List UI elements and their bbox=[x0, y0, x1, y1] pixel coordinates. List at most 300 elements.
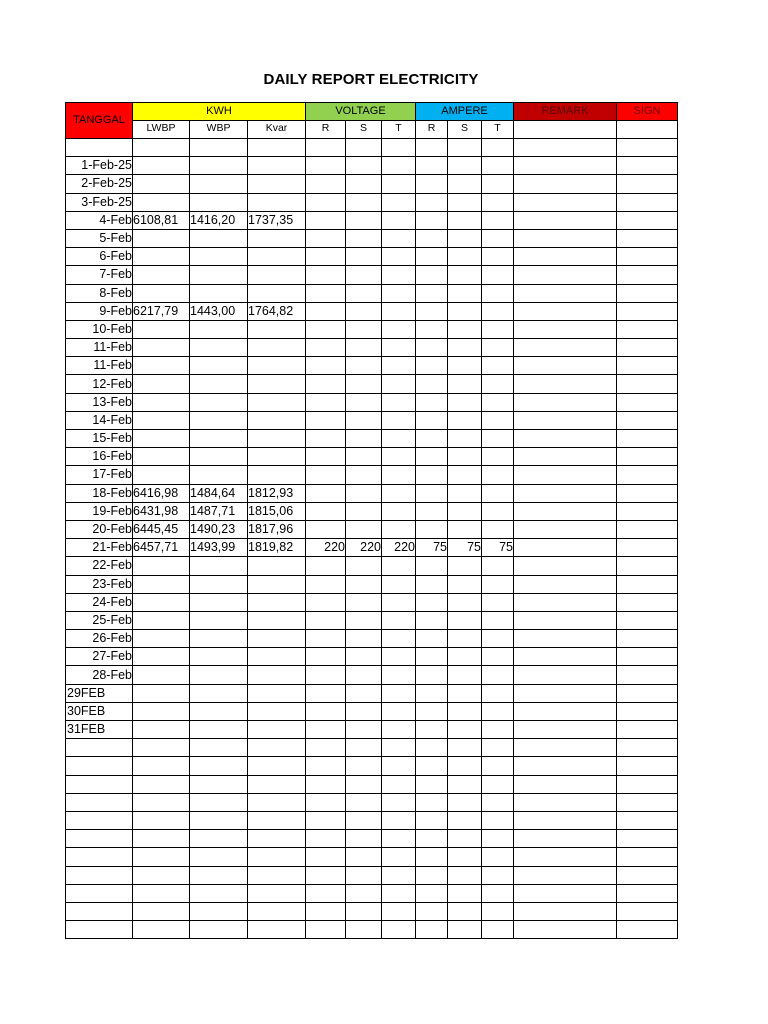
cell-lwbp[interactable] bbox=[133, 902, 190, 920]
cell-voltage-s[interactable] bbox=[346, 211, 382, 229]
cell-kvar[interactable] bbox=[248, 921, 306, 939]
cell-wbp[interactable] bbox=[190, 229, 248, 247]
cell-lwbp[interactable] bbox=[133, 611, 190, 629]
cell-ampere-r[interactable] bbox=[416, 921, 448, 939]
cell-voltage-r[interactable] bbox=[306, 502, 346, 520]
cell-voltage-s[interactable] bbox=[346, 648, 382, 666]
cell-ampere-s[interactable] bbox=[448, 648, 482, 666]
cell-ampere-s[interactable] bbox=[448, 557, 482, 575]
cell-kvar[interactable] bbox=[248, 157, 306, 175]
cell-ampere-r[interactable] bbox=[416, 902, 448, 920]
cell-wbp[interactable] bbox=[190, 666, 248, 684]
cell-voltage-t[interactable]: 220 bbox=[382, 539, 416, 557]
cell-lwbp[interactable] bbox=[133, 775, 190, 793]
cell-voltage-s[interactable] bbox=[346, 793, 382, 811]
cell-date[interactable]: 12-Feb bbox=[66, 375, 133, 393]
cell-voltage-s[interactable] bbox=[346, 357, 382, 375]
cell-voltage-s[interactable] bbox=[346, 248, 382, 266]
cell-voltage-t[interactable] bbox=[382, 139, 416, 157]
cell-lwbp[interactable] bbox=[133, 466, 190, 484]
cell-lwbp[interactable] bbox=[133, 193, 190, 211]
cell-voltage-r[interactable] bbox=[306, 411, 346, 429]
cell-ampere-s[interactable] bbox=[448, 702, 482, 720]
cell-lwbp[interactable] bbox=[133, 593, 190, 611]
cell-kvar[interactable] bbox=[248, 320, 306, 338]
cell-ampere-t[interactable] bbox=[482, 520, 514, 538]
cell-voltage-r[interactable] bbox=[306, 193, 346, 211]
cell-ampere-r[interactable] bbox=[416, 557, 448, 575]
cell-voltage-r[interactable] bbox=[306, 357, 346, 375]
cell-voltage-t[interactable] bbox=[382, 884, 416, 902]
cell-ampere-t[interactable] bbox=[482, 229, 514, 247]
cell-sign[interactable] bbox=[617, 539, 678, 557]
cell-wbp[interactable] bbox=[190, 866, 248, 884]
cell-sign[interactable] bbox=[617, 448, 678, 466]
cell-date[interactable] bbox=[66, 830, 133, 848]
cell-voltage-s[interactable] bbox=[346, 684, 382, 702]
cell-ampere-t[interactable] bbox=[482, 375, 514, 393]
cell-wbp[interactable]: 1416,20 bbox=[190, 211, 248, 229]
cell-remark[interactable] bbox=[514, 266, 617, 284]
cell-remark[interactable] bbox=[514, 430, 617, 448]
cell-ampere-t[interactable] bbox=[482, 393, 514, 411]
cell-voltage-r[interactable] bbox=[306, 866, 346, 884]
cell-ampere-t[interactable] bbox=[482, 721, 514, 739]
cell-lwbp[interactable]: 6108,81 bbox=[133, 211, 190, 229]
cell-ampere-s[interactable] bbox=[448, 393, 482, 411]
cell-sign[interactable] bbox=[617, 593, 678, 611]
cell-date[interactable]: 11-Feb bbox=[66, 339, 133, 357]
cell-ampere-r[interactable] bbox=[416, 884, 448, 902]
cell-ampere-t[interactable] bbox=[482, 211, 514, 229]
cell-kvar[interactable] bbox=[248, 830, 306, 848]
cell-voltage-r[interactable] bbox=[306, 557, 346, 575]
cell-ampere-r[interactable] bbox=[416, 520, 448, 538]
cell-remark[interactable] bbox=[514, 702, 617, 720]
cell-lwbp[interactable]: 6457,71 bbox=[133, 539, 190, 557]
cell-voltage-r[interactable] bbox=[306, 520, 346, 538]
cell-remark[interactable] bbox=[514, 284, 617, 302]
cell-ampere-t[interactable] bbox=[482, 921, 514, 939]
cell-ampere-t[interactable] bbox=[482, 502, 514, 520]
cell-voltage-s[interactable] bbox=[346, 430, 382, 448]
cell-lwbp[interactable] bbox=[133, 739, 190, 757]
cell-ampere-t[interactable] bbox=[482, 248, 514, 266]
cell-wbp[interactable]: 1443,00 bbox=[190, 302, 248, 320]
cell-lwbp[interactable] bbox=[133, 557, 190, 575]
cell-voltage-s[interactable] bbox=[346, 721, 382, 739]
cell-voltage-s[interactable] bbox=[346, 411, 382, 429]
cell-kvar[interactable]: 1819,82 bbox=[248, 539, 306, 557]
cell-voltage-s[interactable] bbox=[346, 502, 382, 520]
cell-voltage-r[interactable] bbox=[306, 884, 346, 902]
cell-sign[interactable] bbox=[617, 921, 678, 939]
cell-ampere-s[interactable] bbox=[448, 375, 482, 393]
cell-ampere-r[interactable] bbox=[416, 175, 448, 193]
cell-voltage-r[interactable] bbox=[306, 739, 346, 757]
cell-voltage-s[interactable] bbox=[346, 666, 382, 684]
cell-remark[interactable] bbox=[514, 757, 617, 775]
cell-ampere-t[interactable] bbox=[482, 793, 514, 811]
cell-voltage-t[interactable] bbox=[382, 375, 416, 393]
cell-sign[interactable] bbox=[617, 757, 678, 775]
cell-kvar[interactable] bbox=[248, 648, 306, 666]
cell-lwbp[interactable]: 6217,79 bbox=[133, 302, 190, 320]
cell-voltage-s[interactable] bbox=[346, 302, 382, 320]
cell-sign[interactable] bbox=[617, 393, 678, 411]
cell-date[interactable]: 26-Feb bbox=[66, 630, 133, 648]
cell-ampere-r[interactable] bbox=[416, 229, 448, 247]
cell-kvar[interactable] bbox=[248, 721, 306, 739]
cell-date[interactable] bbox=[66, 811, 133, 829]
cell-kvar[interactable]: 1817,96 bbox=[248, 520, 306, 538]
cell-sign[interactable] bbox=[617, 830, 678, 848]
cell-date[interactable] bbox=[66, 866, 133, 884]
cell-voltage-r[interactable] bbox=[306, 175, 346, 193]
cell-date[interactable]: 18-Feb bbox=[66, 484, 133, 502]
cell-ampere-t[interactable] bbox=[482, 684, 514, 702]
cell-ampere-s[interactable] bbox=[448, 430, 482, 448]
cell-date[interactable]: 2-Feb-25 bbox=[66, 175, 133, 193]
cell-sign[interactable] bbox=[617, 630, 678, 648]
cell-voltage-t[interactable] bbox=[382, 793, 416, 811]
cell-kvar[interactable]: 1812,93 bbox=[248, 484, 306, 502]
cell-voltage-t[interactable] bbox=[382, 739, 416, 757]
cell-ampere-r[interactable] bbox=[416, 302, 448, 320]
cell-voltage-r[interactable] bbox=[306, 284, 346, 302]
cell-ampere-s[interactable] bbox=[448, 139, 482, 157]
cell-ampere-s[interactable] bbox=[448, 448, 482, 466]
cell-ampere-r[interactable] bbox=[416, 866, 448, 884]
cell-voltage-t[interactable] bbox=[382, 320, 416, 338]
cell-remark[interactable] bbox=[514, 357, 617, 375]
cell-sign[interactable] bbox=[617, 211, 678, 229]
cell-sign[interactable] bbox=[617, 557, 678, 575]
cell-sign[interactable] bbox=[617, 430, 678, 448]
cell-ampere-s[interactable] bbox=[448, 502, 482, 520]
cell-kvar[interactable] bbox=[248, 902, 306, 920]
cell-date[interactable] bbox=[66, 902, 133, 920]
cell-wbp[interactable] bbox=[190, 848, 248, 866]
cell-voltage-r[interactable] bbox=[306, 248, 346, 266]
cell-remark[interactable] bbox=[514, 775, 617, 793]
cell-date[interactable]: 23-Feb bbox=[66, 575, 133, 593]
cell-date[interactable]: 25-Feb bbox=[66, 611, 133, 629]
cell-kvar[interactable]: 1737,35 bbox=[248, 211, 306, 229]
cell-kvar[interactable] bbox=[248, 448, 306, 466]
cell-date[interactable]: 9-Feb bbox=[66, 302, 133, 320]
cell-ampere-r[interactable] bbox=[416, 339, 448, 357]
cell-kvar[interactable] bbox=[248, 375, 306, 393]
cell-date[interactable] bbox=[66, 921, 133, 939]
cell-kvar[interactable] bbox=[248, 793, 306, 811]
cell-sign[interactable] bbox=[617, 684, 678, 702]
cell-kvar[interactable]: 1764,82 bbox=[248, 302, 306, 320]
cell-ampere-r[interactable] bbox=[416, 611, 448, 629]
cell-voltage-r[interactable] bbox=[306, 575, 346, 593]
cell-sign[interactable] bbox=[617, 739, 678, 757]
cell-ampere-s[interactable] bbox=[448, 848, 482, 866]
cell-voltage-t[interactable] bbox=[382, 702, 416, 720]
cell-lwbp[interactable]: 6431,98 bbox=[133, 502, 190, 520]
cell-voltage-s[interactable] bbox=[346, 630, 382, 648]
cell-sign[interactable] bbox=[617, 193, 678, 211]
cell-date[interactable]: 24-Feb bbox=[66, 593, 133, 611]
cell-voltage-t[interactable] bbox=[382, 721, 416, 739]
cell-remark[interactable] bbox=[514, 248, 617, 266]
cell-remark[interactable] bbox=[514, 739, 617, 757]
cell-date[interactable]: 30FEB bbox=[66, 702, 133, 720]
cell-remark[interactable] bbox=[514, 375, 617, 393]
cell-ampere-s[interactable] bbox=[448, 811, 482, 829]
cell-ampere-r[interactable] bbox=[416, 448, 448, 466]
cell-wbp[interactable] bbox=[190, 902, 248, 920]
cell-remark[interactable] bbox=[514, 539, 617, 557]
cell-voltage-t[interactable] bbox=[382, 266, 416, 284]
cell-ampere-s[interactable] bbox=[448, 411, 482, 429]
cell-voltage-r[interactable] bbox=[306, 921, 346, 939]
cell-kvar[interactable] bbox=[248, 357, 306, 375]
cell-date[interactable]: 22-Feb bbox=[66, 557, 133, 575]
cell-wbp[interactable] bbox=[190, 411, 248, 429]
cell-voltage-t[interactable] bbox=[382, 921, 416, 939]
cell-remark[interactable] bbox=[514, 448, 617, 466]
cell-lwbp[interactable] bbox=[133, 229, 190, 247]
cell-wbp[interactable] bbox=[190, 811, 248, 829]
cell-ampere-t[interactable] bbox=[482, 648, 514, 666]
cell-remark[interactable] bbox=[514, 921, 617, 939]
cell-kvar[interactable] bbox=[248, 466, 306, 484]
cell-voltage-s[interactable] bbox=[346, 139, 382, 157]
cell-date[interactable]: 11-Feb bbox=[66, 357, 133, 375]
cell-lwbp[interactable] bbox=[133, 248, 190, 266]
cell-voltage-s[interactable] bbox=[346, 320, 382, 338]
cell-sign[interactable] bbox=[617, 520, 678, 538]
cell-voltage-r[interactable] bbox=[306, 757, 346, 775]
cell-voltage-r[interactable] bbox=[306, 902, 346, 920]
cell-lwbp[interactable] bbox=[133, 357, 190, 375]
cell-ampere-s[interactable] bbox=[448, 339, 482, 357]
cell-ampere-t[interactable] bbox=[482, 884, 514, 902]
cell-wbp[interactable] bbox=[190, 430, 248, 448]
cell-ampere-s[interactable] bbox=[448, 575, 482, 593]
cell-ampere-s[interactable] bbox=[448, 611, 482, 629]
cell-remark[interactable] bbox=[514, 811, 617, 829]
cell-voltage-s[interactable] bbox=[346, 466, 382, 484]
cell-kvar[interactable] bbox=[248, 739, 306, 757]
cell-kvar[interactable] bbox=[248, 284, 306, 302]
cell-remark[interactable] bbox=[514, 666, 617, 684]
cell-voltage-s[interactable] bbox=[346, 921, 382, 939]
cell-voltage-s[interactable] bbox=[346, 557, 382, 575]
cell-sign[interactable] bbox=[617, 284, 678, 302]
cell-kvar[interactable] bbox=[248, 266, 306, 284]
cell-ampere-r[interactable] bbox=[416, 648, 448, 666]
cell-ampere-s[interactable] bbox=[448, 884, 482, 902]
cell-voltage-t[interactable] bbox=[382, 339, 416, 357]
cell-voltage-s[interactable] bbox=[346, 193, 382, 211]
cell-date[interactable] bbox=[66, 793, 133, 811]
cell-voltage-t[interactable] bbox=[382, 775, 416, 793]
cell-voltage-r[interactable] bbox=[306, 139, 346, 157]
cell-ampere-r[interactable] bbox=[416, 757, 448, 775]
cell-wbp[interactable] bbox=[190, 611, 248, 629]
cell-wbp[interactable] bbox=[190, 739, 248, 757]
cell-ampere-t[interactable]: 75 bbox=[482, 539, 514, 557]
cell-date[interactable]: 16-Feb bbox=[66, 448, 133, 466]
cell-sign[interactable] bbox=[617, 139, 678, 157]
cell-kvar[interactable] bbox=[248, 848, 306, 866]
cell-ampere-r[interactable] bbox=[416, 502, 448, 520]
cell-voltage-t[interactable] bbox=[382, 466, 416, 484]
cell-ampere-t[interactable] bbox=[482, 830, 514, 848]
cell-kvar[interactable] bbox=[248, 593, 306, 611]
cell-voltage-s[interactable] bbox=[346, 266, 382, 284]
cell-wbp[interactable] bbox=[190, 266, 248, 284]
cell-wbp[interactable] bbox=[190, 721, 248, 739]
cell-voltage-r[interactable]: 220 bbox=[306, 539, 346, 557]
cell-sign[interactable] bbox=[617, 484, 678, 502]
cell-voltage-s[interactable] bbox=[346, 393, 382, 411]
cell-ampere-s[interactable] bbox=[448, 211, 482, 229]
cell-voltage-r[interactable] bbox=[306, 448, 346, 466]
cell-ampere-s[interactable] bbox=[448, 830, 482, 848]
cell-kvar[interactable] bbox=[248, 339, 306, 357]
cell-voltage-r[interactable] bbox=[306, 848, 346, 866]
cell-voltage-t[interactable] bbox=[382, 866, 416, 884]
cell-remark[interactable] bbox=[514, 593, 617, 611]
cell-sign[interactable] bbox=[617, 884, 678, 902]
cell-voltage-r[interactable] bbox=[306, 393, 346, 411]
cell-voltage-t[interactable] bbox=[382, 411, 416, 429]
cell-remark[interactable] bbox=[514, 902, 617, 920]
cell-sign[interactable] bbox=[617, 721, 678, 739]
cell-ampere-r[interactable] bbox=[416, 593, 448, 611]
cell-wbp[interactable] bbox=[190, 775, 248, 793]
cell-ampere-t[interactable] bbox=[482, 430, 514, 448]
cell-voltage-r[interactable] bbox=[306, 611, 346, 629]
cell-lwbp[interactable] bbox=[133, 848, 190, 866]
cell-voltage-r[interactable] bbox=[306, 593, 346, 611]
cell-date[interactable]: 17-Feb bbox=[66, 466, 133, 484]
cell-voltage-s[interactable] bbox=[346, 611, 382, 629]
cell-lwbp[interactable] bbox=[133, 320, 190, 338]
cell-date[interactable]: 6-Feb bbox=[66, 248, 133, 266]
cell-ampere-r[interactable] bbox=[416, 575, 448, 593]
cell-ampere-r[interactable] bbox=[416, 139, 448, 157]
cell-ampere-r[interactable] bbox=[416, 430, 448, 448]
cell-remark[interactable] bbox=[514, 866, 617, 884]
cell-wbp[interactable] bbox=[190, 557, 248, 575]
cell-remark[interactable] bbox=[514, 684, 617, 702]
cell-wbp[interactable] bbox=[190, 684, 248, 702]
cell-sign[interactable] bbox=[617, 848, 678, 866]
cell-sign[interactable] bbox=[617, 866, 678, 884]
cell-date[interactable] bbox=[66, 848, 133, 866]
cell-voltage-t[interactable] bbox=[382, 357, 416, 375]
cell-remark[interactable] bbox=[514, 830, 617, 848]
cell-voltage-t[interactable] bbox=[382, 648, 416, 666]
cell-voltage-s[interactable] bbox=[346, 284, 382, 302]
cell-voltage-r[interactable] bbox=[306, 702, 346, 720]
cell-voltage-t[interactable] bbox=[382, 575, 416, 593]
cell-ampere-t[interactable] bbox=[482, 484, 514, 502]
cell-remark[interactable] bbox=[514, 466, 617, 484]
cell-voltage-s[interactable] bbox=[346, 375, 382, 393]
cell-lwbp[interactable] bbox=[133, 921, 190, 939]
cell-ampere-t[interactable] bbox=[482, 302, 514, 320]
cell-ampere-t[interactable] bbox=[482, 448, 514, 466]
cell-date[interactable]: 19-Feb bbox=[66, 502, 133, 520]
cell-ampere-r[interactable] bbox=[416, 393, 448, 411]
cell-remark[interactable] bbox=[514, 229, 617, 247]
cell-ampere-s[interactable] bbox=[448, 520, 482, 538]
cell-lwbp[interactable] bbox=[133, 266, 190, 284]
cell-remark[interactable] bbox=[514, 611, 617, 629]
cell-sign[interactable] bbox=[617, 266, 678, 284]
cell-voltage-t[interactable] bbox=[382, 830, 416, 848]
cell-voltage-t[interactable] bbox=[382, 193, 416, 211]
cell-sign[interactable] bbox=[617, 666, 678, 684]
cell-lwbp[interactable] bbox=[133, 702, 190, 720]
cell-ampere-r[interactable] bbox=[416, 848, 448, 866]
cell-date[interactable]: 15-Feb bbox=[66, 430, 133, 448]
cell-ampere-s[interactable] bbox=[448, 320, 482, 338]
cell-remark[interactable] bbox=[514, 157, 617, 175]
cell-sign[interactable] bbox=[617, 648, 678, 666]
cell-sign[interactable] bbox=[617, 775, 678, 793]
cell-ampere-r[interactable] bbox=[416, 211, 448, 229]
cell-voltage-t[interactable] bbox=[382, 520, 416, 538]
cell-kvar[interactable] bbox=[248, 884, 306, 902]
cell-voltage-t[interactable] bbox=[382, 593, 416, 611]
cell-voltage-r[interactable] bbox=[306, 830, 346, 848]
cell-date[interactable]: 3-Feb-25 bbox=[66, 193, 133, 211]
cell-ampere-s[interactable] bbox=[448, 593, 482, 611]
cell-ampere-r[interactable] bbox=[416, 157, 448, 175]
cell-wbp[interactable]: 1490,23 bbox=[190, 520, 248, 538]
cell-kvar[interactable]: 1815,06 bbox=[248, 502, 306, 520]
cell-sign[interactable] bbox=[617, 575, 678, 593]
cell-voltage-s[interactable] bbox=[346, 448, 382, 466]
cell-voltage-r[interactable] bbox=[306, 466, 346, 484]
cell-ampere-s[interactable] bbox=[448, 775, 482, 793]
cell-ampere-r[interactable]: 75 bbox=[416, 539, 448, 557]
cell-lwbp[interactable] bbox=[133, 684, 190, 702]
cell-wbp[interactable]: 1487,71 bbox=[190, 502, 248, 520]
cell-lwbp[interactable] bbox=[133, 721, 190, 739]
cell-remark[interactable] bbox=[514, 630, 617, 648]
cell-lwbp[interactable] bbox=[133, 575, 190, 593]
cell-voltage-s[interactable] bbox=[346, 902, 382, 920]
cell-sign[interactable] bbox=[617, 793, 678, 811]
cell-voltage-t[interactable] bbox=[382, 902, 416, 920]
cell-remark[interactable] bbox=[514, 557, 617, 575]
cell-voltage-s[interactable] bbox=[346, 593, 382, 611]
cell-voltage-s[interactable] bbox=[346, 739, 382, 757]
cell-voltage-t[interactable] bbox=[382, 484, 416, 502]
cell-wbp[interactable] bbox=[190, 284, 248, 302]
cell-voltage-s[interactable] bbox=[346, 830, 382, 848]
cell-kvar[interactable] bbox=[248, 811, 306, 829]
cell-voltage-s[interactable] bbox=[346, 884, 382, 902]
cell-lwbp[interactable] bbox=[133, 157, 190, 175]
cell-sign[interactable] bbox=[617, 357, 678, 375]
cell-ampere-s[interactable] bbox=[448, 193, 482, 211]
cell-voltage-t[interactable] bbox=[382, 157, 416, 175]
cell-ampere-t[interactable] bbox=[482, 775, 514, 793]
cell-voltage-r[interactable] bbox=[306, 666, 346, 684]
